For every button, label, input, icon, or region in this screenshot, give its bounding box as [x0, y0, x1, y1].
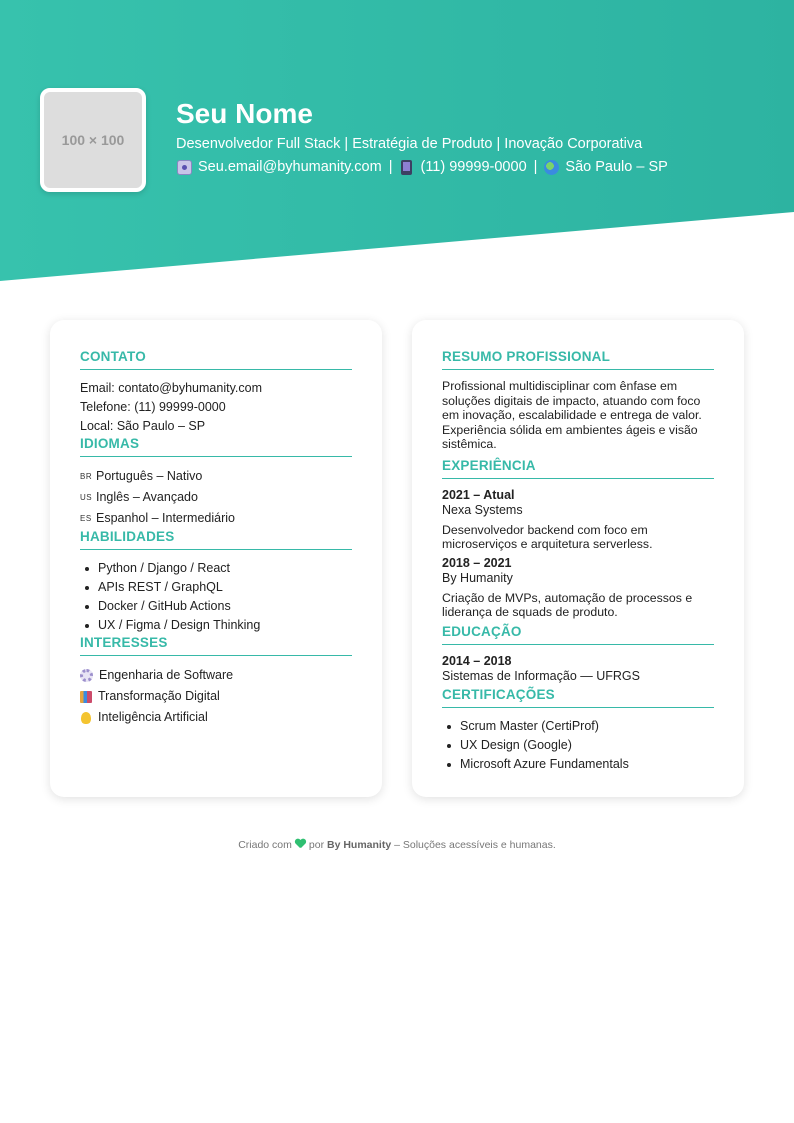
flag-us-icon: US	[80, 493, 93, 502]
skill-item: Docker / GitHub Actions	[80, 597, 352, 616]
footer-prefix: Criado com	[238, 839, 292, 851]
language-label: Inglês – Avançado	[96, 490, 198, 504]
footer-credit	[0, 838, 794, 851]
experience-item	[442, 488, 714, 552]
footer-brand[interactable]: By Humanity	[327, 839, 392, 851]
certification-item: Scrum Master (CertiProf)	[442, 717, 714, 736]
language-label: Espanhol – Intermediário	[96, 511, 235, 525]
contact-phone: Telefone: (11) 99999-0000	[80, 400, 226, 414]
section-title-certificacoes: CERTIFICAÇÕES	[442, 687, 714, 708]
experience-company: By Humanity	[442, 570, 513, 585]
interest-label: Inteligência Artificial	[98, 710, 208, 724]
education-course: Sistemas de Informação — UFRGS	[442, 668, 640, 683]
experience-description: Desenvolvedor backend com foco em microserviços e arquitetura serverless.	[442, 522, 653, 551]
interest-item	[80, 707, 352, 728]
header-location: São Paulo – SP	[565, 159, 668, 175]
language-item	[80, 508, 352, 529]
section-title-experiencia: EXPERIÊNCIA	[442, 458, 714, 479]
experience-description: Criação de MVPs, automação de processos e liderança de squads de produto.	[442, 590, 693, 619]
skill-item: APIs REST / GraphQL	[80, 578, 352, 597]
email-icon	[177, 160, 192, 175]
education-date: 2014 – 2018	[442, 653, 512, 668]
chart-icon	[80, 691, 92, 703]
language-item	[80, 487, 352, 508]
section-title-habilidades: HABILIDADES	[80, 529, 352, 550]
header-email[interactable]: Seu.email@byhumanity.com	[198, 159, 382, 175]
skills-list	[80, 559, 352, 635]
experience-company: Nexa Systems	[442, 502, 523, 517]
interest-label: Transformação Digital	[98, 689, 220, 703]
certification-item: UX Design (Google)	[442, 736, 714, 755]
flag-br-icon: BR	[80, 472, 93, 481]
contact-email: Email: contato@byhumanity.com	[80, 381, 262, 395]
experience-date: 2021 – Atual	[442, 487, 515, 502]
language-label: Português – Nativo	[96, 469, 203, 483]
separator: |	[533, 159, 538, 175]
separator: |	[388, 159, 393, 175]
skill-item: Python / Django / React	[80, 559, 352, 578]
globe-icon	[544, 160, 559, 175]
flag-es-icon: ES	[80, 514, 92, 523]
candidate-name: Seu Nome	[176, 98, 313, 129]
language-item	[80, 466, 352, 487]
section-title-interesses: INTERESSES	[80, 635, 352, 656]
left-column-card	[50, 320, 382, 797]
candidate-headline: Desenvolvedor Full Stack | Estratégia de Produto | Inovação Corporativa	[176, 136, 643, 152]
experience-item	[442, 556, 714, 620]
section-title-idiomas: IDIOMAS	[80, 436, 352, 457]
green-heart-icon	[295, 839, 306, 849]
interest-item	[80, 665, 352, 686]
experience-date: 2018 – 2021	[442, 555, 512, 570]
section-title-resumo: RESUMO PROFISSIONAL	[442, 349, 714, 370]
summary-text: Profissional multidisciplinar com ênfase em soluções digitais de impacto, atuando com foco em inovação, escalabilidade e entrega de valor. Experiência sólida em ambientes ágeis e visão sistêmica.	[442, 379, 702, 451]
right-column-card	[412, 320, 744, 797]
footer-by: por	[308, 839, 325, 851]
interest-item	[80, 686, 352, 707]
header-contact-row	[177, 158, 668, 176]
contact-location: Local: São Paulo – SP	[80, 419, 206, 433]
skill-item: UX / Figma / Design Thinking	[80, 616, 352, 635]
section-title-contato: CONTATO	[80, 349, 352, 370]
gear-icon	[80, 669, 93, 682]
header-phone: (11) 99999-0000	[420, 159, 527, 175]
section-title-educacao: EDUCAÇÃO	[442, 624, 714, 645]
phone-icon	[401, 160, 412, 175]
certifications-list	[442, 717, 714, 774]
footer-suffix: – Soluções acessíveis e humanas.	[394, 839, 556, 851]
avatar-placeholder: 100 × 100	[40, 88, 146, 192]
interest-label: Engenharia de Software	[99, 668, 234, 682]
lightbulb-icon	[81, 712, 91, 724]
certification-item: Microsoft Azure Fundamentals	[442, 755, 714, 774]
